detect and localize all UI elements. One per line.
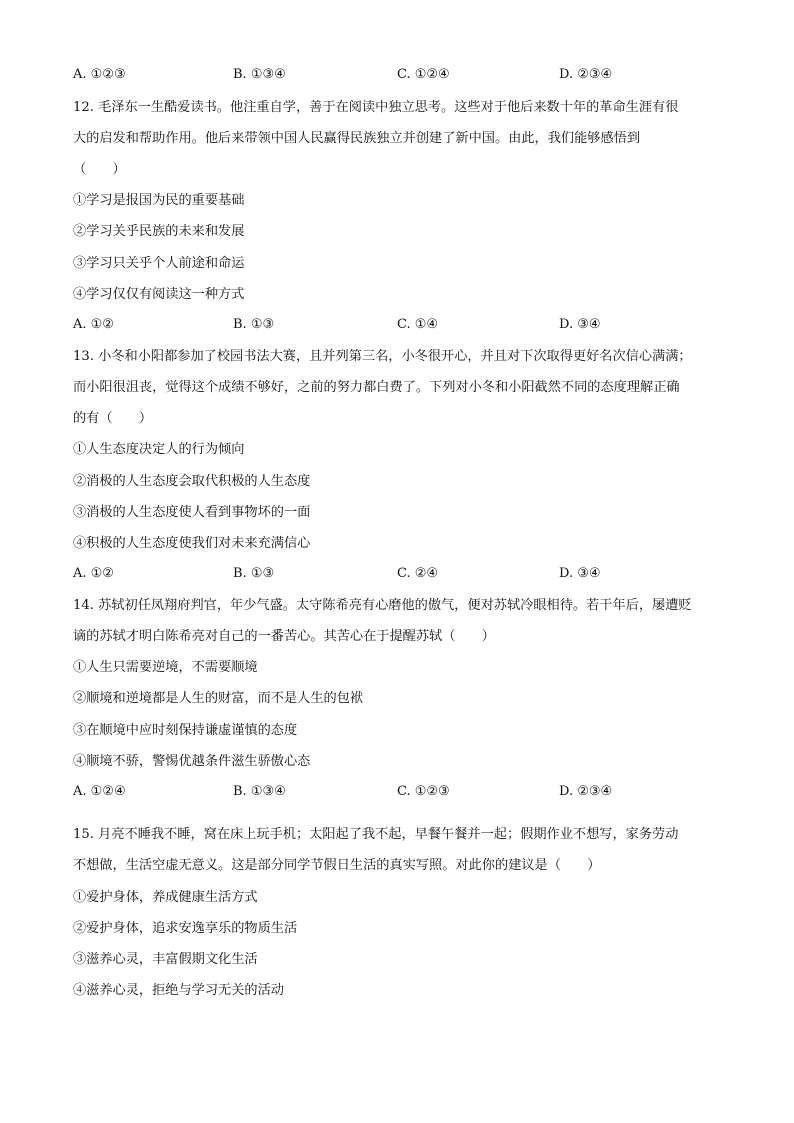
q11-option-d[interactable]: D. ②③④ [559, 67, 613, 82]
q11-options [73, 67, 753, 87]
q12-stem-line-2: 大的启发和帮助作用。他后来带领中国人民赢得民族独立并创建了新中国。由此，我们能够感悟到 [73, 131, 641, 146]
q15-item-1: ①爱护身体，养成健康生活方式 [73, 890, 258, 905]
q15-stem-line-1: 15. 月亮不睡我不睡，窝在床上玩手机；太阳起了我不起，早餐午餐并一起；假期作业不想写，家务劳动 [73, 827, 679, 842]
q13-item-3: ③消极的人生态度使人看到事物坏的一面 [73, 505, 311, 520]
q14-options [73, 784, 753, 804]
q12-option-b[interactable]: B. ①③ [233, 317, 275, 332]
q13-stem-line-1: 13. 小冬和小阳都参加了校园书法大赛，且并列第三名，小冬很开心，并且对下次取得更好名次信心满满； [73, 349, 692, 364]
q14-stem-line-1: 14. 苏轼初任凤翔府判官，年少气盛。太守陈希亮有心磨他的傲气，便对苏轼冷眼相待。若干年后，屡遭贬 [73, 598, 692, 613]
q11-option-c[interactable]: C. ①②④ [397, 67, 450, 82]
q13-option-d[interactable]: D. ③④ [559, 566, 601, 581]
q15-item-2: ②爱护身体，追求安逸享乐的物质生活 [73, 921, 298, 936]
q14-item-4: ④顺境不骄，警惕优越条件滋生骄傲心态 [73, 754, 311, 769]
q14-option-c[interactable]: C. ①②③ [397, 784, 450, 799]
q14-option-a[interactable]: A. ①②④ [73, 784, 126, 799]
q13-option-b[interactable]: B. ①③ [233, 566, 275, 581]
q13-option-a[interactable]: A. ①② [73, 566, 114, 581]
q12-options [73, 317, 753, 337]
q15-item-3: ③滋养心灵，丰富假期文化生活 [73, 952, 258, 967]
q12-item-3: ③学习只关乎个人前途和命运 [73, 256, 245, 271]
q15-stem-line-2: 不想做，生活空虚无意义。这是部分同学节假日生活的真实写照。对此你的建议是（ ） [73, 858, 601, 873]
q14-item-2: ②顺境和逆境都是人生的财富，而不是人生的包袱 [73, 691, 364, 706]
q14-stem-line-2: 谪的苏轼才明白陈希亮对自己的一番苦心。其苦心在于提醒苏轼（ ） [73, 629, 495, 644]
q13-stem-line-2: 而小阳很沮丧，觉得这个成绩不够好，之前的努力都白费了。下列对小冬和小阳截然不同的态度理解正确 [73, 380, 680, 395]
q13-options [73, 566, 753, 586]
q12-option-d[interactable]: D. ③④ [559, 317, 601, 332]
q14-item-3: ③在顺境中应时刻保持谦虚谨慎的态度 [73, 723, 298, 738]
q14-item-1: ①人生只需要逆境，不需要顺境 [73, 660, 258, 675]
q15-item-4: ④滋养心灵，拒绝与学习无关的活动 [73, 983, 284, 998]
q12-item-2: ②学习关乎民族的未来和发展 [73, 224, 245, 239]
q13-option-c[interactable]: C. ②④ [397, 566, 439, 581]
q12-item-1: ①学习是报国为民的重要基础 [73, 193, 245, 208]
q13-item-4: ④积极的人生态度使我们对未来充满信心 [73, 536, 311, 551]
q14-option-d[interactable]: D. ②③④ [559, 784, 613, 799]
q12-item-4: ④学习仅仅有阅读这一种方式 [73, 287, 245, 302]
q12-stem-line-3: （ ） [73, 162, 126, 177]
q12-option-c[interactable]: C. ①④ [397, 317, 439, 332]
q11-option-b[interactable]: B. ①③④ [233, 67, 286, 82]
q14-option-b[interactable]: B. ①③④ [233, 784, 286, 799]
q11-option-a[interactable]: A. ①②③ [73, 67, 126, 82]
q12-stem-line-1: 12. 毛泽东一生酷爱读书。他注重自学，善于在阅读中独立思考。这些对于他后来数十年的革命生涯有很 [73, 100, 679, 115]
q13-item-2: ②消极的人生态度会取代积极的人生态度 [73, 474, 311, 489]
q12-option-a[interactable]: A. ①② [73, 317, 114, 332]
q13-stem-line-3: 的有（ ） [73, 411, 153, 426]
q13-item-1: ①人生态度决定人的行为倾向 [73, 442, 245, 457]
